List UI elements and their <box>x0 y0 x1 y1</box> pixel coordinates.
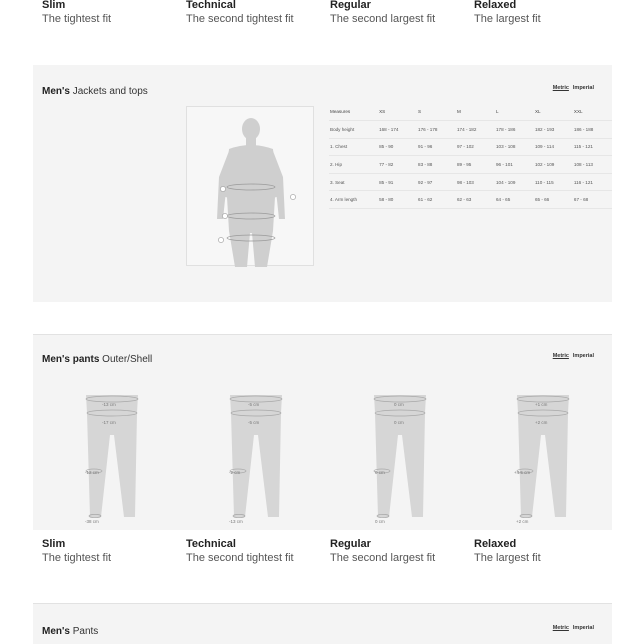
fit-desc: The second largest fit <box>330 13 436 25</box>
hem-label: -38 cm <box>85 519 99 524</box>
cell: 109 - 114 <box>534 138 573 156</box>
cell: 67 - 68 <box>573 191 612 209</box>
fit-name: Regular <box>330 0 371 11</box>
col-header: XXL <box>573 103 612 121</box>
cell: 115 - 121 <box>573 138 612 156</box>
hem-label: +2 cm <box>516 519 529 524</box>
hip-label: 0 cm <box>394 420 404 425</box>
panel-title <box>42 626 98 637</box>
fit-technical <box>186 538 330 565</box>
unit-toggle <box>553 85 594 91</box>
metric-link[interactable]: Metric <box>552 625 569 631</box>
cell: 182 - 193 <box>534 121 573 139</box>
fit-slim <box>42 0 186 26</box>
pants-icon <box>513 389 573 524</box>
hip-label: -5 cm <box>248 420 260 425</box>
cell: 85 - 90 <box>378 138 417 156</box>
cell: 92 - 97 <box>417 173 456 191</box>
cell: 168 - 174 <box>378 121 417 139</box>
cell: 58 - 80 <box>378 191 417 209</box>
fit-slim <box>42 538 186 565</box>
col-header: M <box>456 103 495 121</box>
unit-toggle <box>553 625 594 631</box>
table-row <box>329 173 612 191</box>
panel-title <box>42 354 152 365</box>
fit-desc: The second tightest fit <box>186 552 294 564</box>
panel-title <box>42 86 148 97</box>
cell: 65 - 66 <box>534 191 573 209</box>
pants-slim <box>82 389 142 524</box>
fit-desc: The tightest fit <box>42 552 112 564</box>
hip-label: +2 cm <box>535 420 548 425</box>
fit-regular <box>330 538 474 565</box>
fit-name: Slim <box>42 538 66 550</box>
cell: 186 - 188 <box>573 121 612 139</box>
pants-figures <box>33 389 612 524</box>
table-row <box>329 191 612 209</box>
cell: 83 - 88 <box>417 156 456 174</box>
table-row <box>329 156 612 174</box>
hem-label: -13 cm <box>229 519 243 524</box>
fit-desc: The largest fit <box>474 13 541 25</box>
pants-panel-2 <box>33 603 612 644</box>
pants-technical <box>226 389 286 524</box>
table-row <box>329 138 612 156</box>
fit-name: Technical <box>186 538 236 550</box>
cell: 85 - 91 <box>378 173 417 191</box>
cell: 97 - 102 <box>456 138 495 156</box>
metric-link[interactable]: Metric <box>552 85 569 91</box>
fit-name: Technical <box>186 0 236 11</box>
cell: 103 - 108 <box>495 138 534 156</box>
thigh-label: 0 cm <box>375 470 385 475</box>
title-rest: Pants <box>69 626 99 637</box>
fit-row-top <box>0 0 644 26</box>
pants-icon <box>82 389 142 524</box>
cell: 178 - 186 <box>495 121 534 139</box>
fit-desc: The tightest fit <box>42 13 112 25</box>
waist-label: -5 cm <box>248 402 260 407</box>
cell: 174 - 182 <box>456 121 495 139</box>
fit-name: Relaxed <box>474 0 517 11</box>
row-label: 2. Hip <box>329 156 378 174</box>
row-label: 3. Seat <box>329 173 378 191</box>
col-header: XL <box>534 103 573 121</box>
title-rest: Outer/Shell <box>99 354 153 365</box>
fit-relaxed <box>474 538 618 565</box>
cell: 91 - 96 <box>417 138 456 156</box>
row-label: Body height <box>329 121 378 139</box>
cell: 116 - 121 <box>573 173 612 191</box>
body-figure <box>186 106 314 266</box>
imperial-link[interactable]: Imperial <box>572 353 594 359</box>
fit-relaxed <box>474 0 618 26</box>
cell: 64 - 65 <box>495 191 534 209</box>
fit-row-bottom <box>0 538 644 565</box>
col-header: Measures <box>329 103 378 121</box>
col-header: L <box>495 103 534 121</box>
cell: 96 - 101 <box>495 156 534 174</box>
pants-icon <box>370 389 430 524</box>
fit-name: Regular <box>330 538 371 550</box>
waist-label: -13 cm <box>102 402 116 407</box>
cell: 108 - 113 <box>573 156 612 174</box>
fit-name: Relaxed <box>474 538 517 550</box>
pants-icon <box>226 389 286 524</box>
title-bold: Men's <box>42 86 70 97</box>
fit-regular <box>330 0 474 26</box>
cell: 176 - 178 <box>417 121 456 139</box>
waist-label: 0 cm <box>394 402 404 407</box>
size-table <box>329 103 612 209</box>
cell: 62 - 63 <box>456 191 495 209</box>
waist-label: +1 cm <box>535 402 548 407</box>
thigh-label: -12 cm <box>85 470 99 475</box>
fit-desc: The second tightest fit <box>186 13 294 25</box>
fit-desc: The second largest fit <box>330 552 436 564</box>
cell: 89 - 95 <box>456 156 495 174</box>
row-label: 1. Chest <box>329 138 378 156</box>
imperial-link[interactable]: Imperial <box>572 625 594 631</box>
imperial-link[interactable]: Imperial <box>572 85 594 91</box>
cell: 110 - 115 <box>534 173 573 191</box>
table-header-row <box>329 103 612 121</box>
title-bold: Men's pants <box>42 354 100 365</box>
thigh-label: -2 cm <box>229 470 241 475</box>
unit-toggle <box>553 353 594 359</box>
fit-desc: The largest fit <box>474 552 541 564</box>
cell: 104 - 109 <box>495 173 534 191</box>
fit-technical <box>186 0 330 26</box>
row-label: 4. Arm length <box>329 191 378 209</box>
body-silhouette-icon <box>187 107 315 267</box>
pants-size-panel <box>33 334 612 530</box>
thigh-label: +4.5 cm <box>514 470 531 475</box>
metric-link[interactable]: Metric <box>552 353 569 359</box>
hip-label: -17 cm <box>102 420 116 425</box>
table-row <box>329 121 612 139</box>
col-header: S <box>417 103 456 121</box>
jackets-size-panel <box>33 65 612 302</box>
title-rest: Jackets and tops <box>69 86 148 97</box>
col-header: XS <box>378 103 417 121</box>
title-bold: Men's <box>42 626 70 637</box>
cell: 98 - 103 <box>456 173 495 191</box>
hem-label: 0 cm <box>375 519 385 524</box>
cell: 77 - 82 <box>378 156 417 174</box>
cell: 102 - 109 <box>534 156 573 174</box>
pants-relaxed <box>513 389 573 524</box>
cell: 61 - 62 <box>417 191 456 209</box>
fit-name: Slim <box>42 0 66 11</box>
pants-regular <box>370 389 430 524</box>
